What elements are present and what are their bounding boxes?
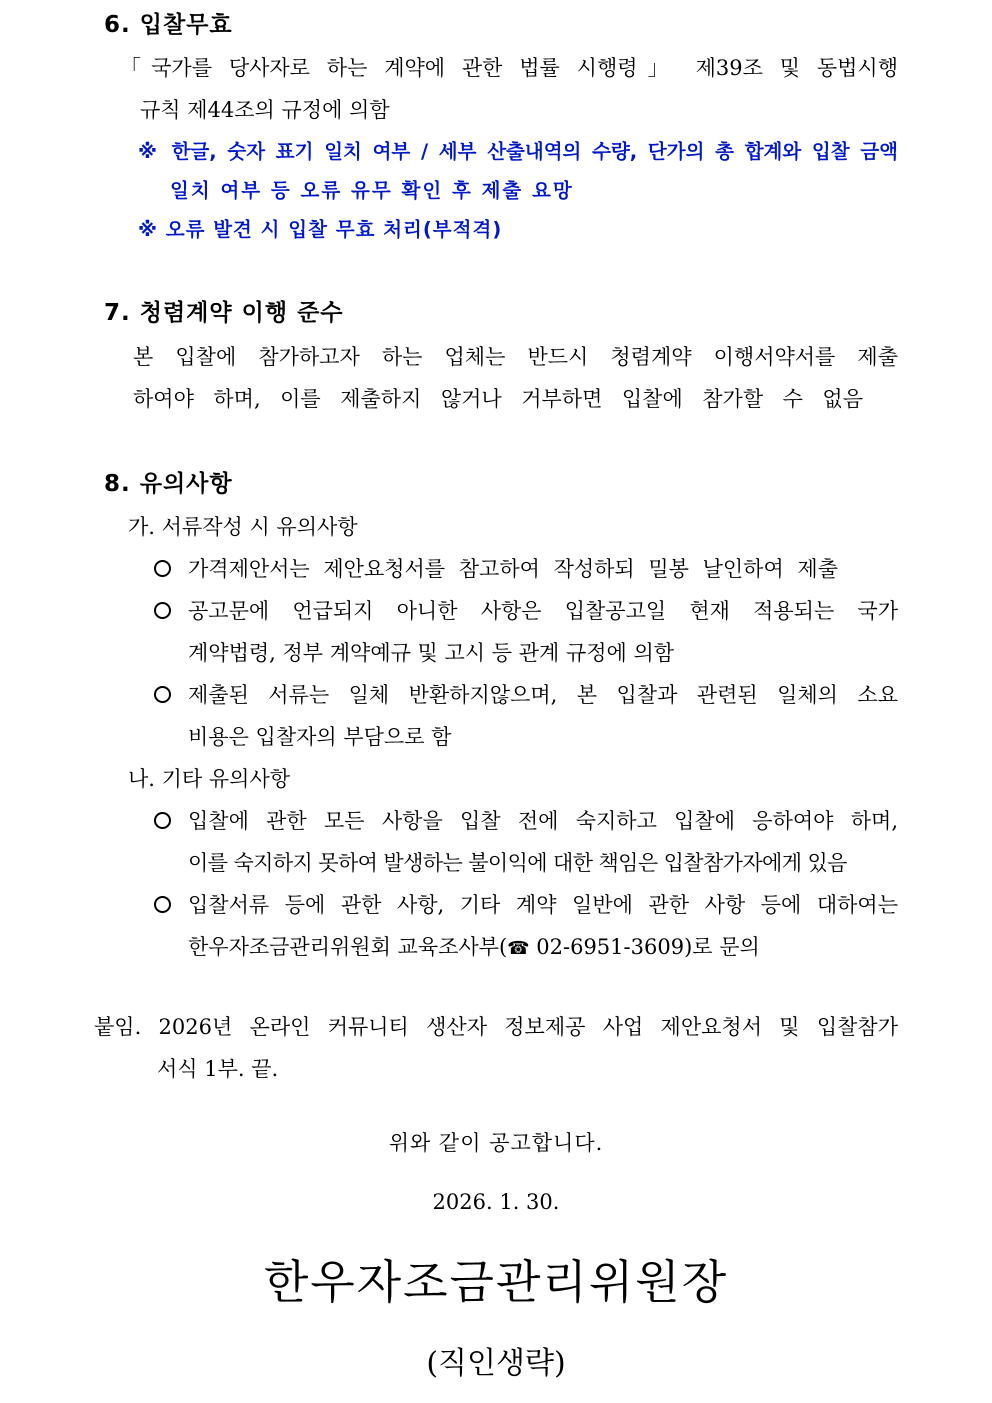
section-7-line-2: 하여야 하며, 이를 제출하지 않거나 거부하면 입찰에 참가할 수 없음: [133, 387, 863, 411]
announcement-text: 위와 같이 공고합니다.: [388, 1131, 604, 1155]
item-b1-line-1: 입찰에 관한 모든 사항을 입찰 전에 숙지하고 입찰에 응하여야 하며,: [188, 809, 898, 833]
attachment-line-2: 서식 1부. 끝.: [157, 1057, 279, 1081]
section-6-note-2: ※ 오류 발견 시 입찰 무효 처리(부적격): [138, 218, 503, 241]
item-b2-line-2-suffix: 02-6951-3609)로 문의: [529, 935, 760, 959]
subsection-a-heading: 가. 서류작성 시 유의사항: [128, 515, 358, 539]
item-b1-line-2: 이를 숙지하지 못하여 발생하는 불이익에 대한 책임은 입찰참가자에게 있음: [188, 851, 847, 875]
item-a3-line-2: 비용은 입찰자의 부담으로 함: [188, 725, 452, 749]
subsection-b-heading: 나. 기타 유의사항: [128, 767, 291, 791]
bullet-circle-icon: [154, 560, 171, 577]
section-6-line-1: 「국가를 당사자로 하는 계약에 관한 법률 시행령」 제39조 및 동법시행: [120, 56, 898, 80]
item-a3-line-1: 제출된 서류는 일체 반환하지않으며, 본 입찰과 관련된 일체의 소요: [188, 683, 898, 707]
section-8-heading: 8. 유의사항: [104, 471, 233, 497]
announcement-date: 2026. 1. 30.: [432, 1190, 560, 1214]
item-b2-line-2: [188, 931, 760, 961]
item-a2-line-1: 공고문에 언급되지 아니한 사항은 입찰공고일 현재 적용되는 국가: [188, 599, 898, 623]
item-a2-line-2: 계약법령, 정부 계약예규 및 고시 등 관계 규정에 의함: [188, 641, 675, 665]
phone-icon: ☎: [507, 938, 530, 959]
section-6-heading: 6. 입찰무효: [104, 12, 233, 38]
bullet-circle-icon: [154, 812, 171, 829]
issuer-name: 한우자조금관리위원장: [263, 1255, 729, 1309]
bullet-circle-icon: [154, 602, 171, 619]
item-b2-line-1: 입찰서류 등에 관한 사항, 기타 계약 일반에 관한 사항 등에 대하여는: [188, 893, 898, 917]
section-6-line-2: 규칙 제44조의 규정에 의함: [140, 98, 390, 122]
section-7-line-1: 본 입찰에 참가하고자 하는 업체는 반드시 청렴계약 이행서약서를 제출: [133, 345, 898, 369]
section-6-note-1-line-2: 일치 여부 등 오류 유무 확인 후 제출 요망: [170, 179, 574, 202]
item-b2-line-2-prefix: 한우자조금관리위원회 교육조사부(: [188, 935, 508, 959]
section-6-note-1-line-1: ※ 한글, 숫자 표기 일치 여부 / 세부 산출내역의 수량, 단가의 총 합계와 입찰 금액: [138, 140, 898, 163]
section-7-heading: 7. 청렴계약 이행 준수: [104, 300, 344, 326]
bullet-circle-icon: [154, 896, 171, 913]
bullet-circle-icon: [154, 686, 171, 703]
item-a1: 가격제안서는 제안요청서를 참고하여 작성하되 밀봉 날인하여 제출: [188, 557, 838, 581]
attachment-line-1: 붙임. 2026년 온라인 커뮤니티 생산자 정보제공 사업 제안요청서 및 입찰참가: [94, 1015, 898, 1039]
seal-omitted-note: (직인생략): [426, 1346, 566, 1381]
